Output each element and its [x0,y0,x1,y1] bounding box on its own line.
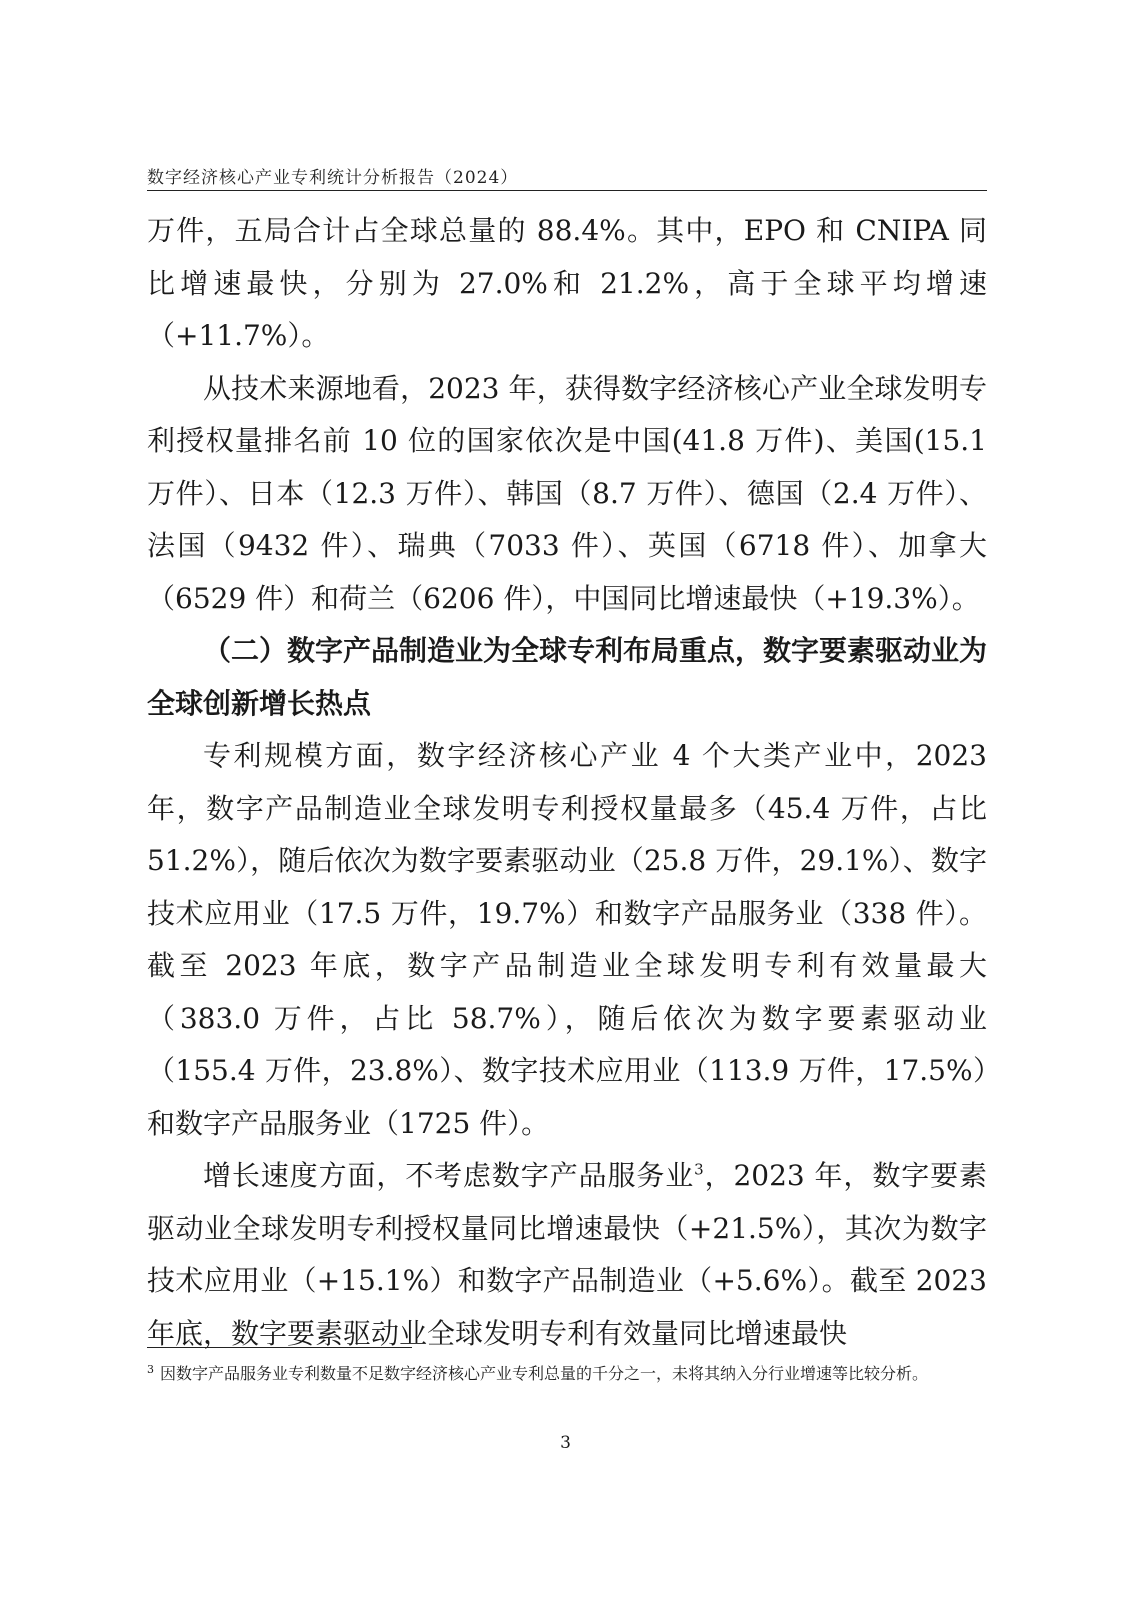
footnote-mark: 3 [147,1362,154,1376]
paragraph-global-offices: 万件，五局合计占全球总量的 88.4%。其中，EPO 和 CNIPA 同比增速最快，分别为 27.0%和 21.2%，高于全球平均增速（+11.7%）。 [147,214,987,352]
footnote-divider [147,1347,412,1348]
page-number: 3 [560,1433,571,1453]
header-divider [147,190,987,191]
paragraph-growth-speed [147,1150,987,1360]
running-header: 数字经济核心产业专利统计分析报告（2024） [147,168,519,188]
footnote-text: 因数字产品服务业专利数量不足数字经济核心产业专利总量的千分之一，未将其纳入分行业增速等比较分析。 [160,1364,929,1383]
growth-text-part1: 增长速度方面，不考虑数字产品服务业 [203,1159,695,1192]
growth-text-part2: ，2023 年，数字要素驱动业全球发明专利授权量同比增速最快（+21.5%），其次为数字技术应用业（+15.1%）和数字产品制造业（+5.6%）。截至 2023 年底，数字要素驱动业全球发明专利有效量同比增速最快 [147,1159,987,1350]
paragraph-tech-source: 从技术来源地看，2023 年，获得数字经济核心产业全球发明专利授权量排名前 10 位的国家依次是中国(41.8 万件)、美国(15.1 万件）、日本（12.3 万件）、韩国（8.7 万件）、德国（2.4 万件）、法国（9432 件）、瑞典（7033 件）、英国（6718 件）、加拿大（6529 件）和荷兰（6206 件），中国同比增速最快（+19.3%）。 [147,371,987,615]
section-heading: （二）数字产品制造业为全球专利布局重点，数字要素驱动业为全球创新增长热点 [147,634,988,720]
footnote [147,1363,987,1385]
footnote-reference[interactable]: 3 [694,1160,704,1179]
body-text [147,205,987,1360]
paragraph-patent-scale: 专利规模方面，数字经济核心产业 4 个大类产业中，2023 年，数字产品制造业全球发明专利授权量最多（45.4 万件，占比 51.2%），随后依次为数字要素驱动业（25.8 万件，29.1%）、数字技术应用业（17.5 万件，19.7%）和数字产品服务业（338 件）。截至 2023 年底，数字产品制造业全球发明专利有效量最大（383.0 万件，占比 58.7%），随后依次为数字要素驱动业（155.4 万件，23.8%）、数字技术应用业（113.9 万件，17.5%）和数字产品服务业（1725 件）。 [147,739,987,1140]
